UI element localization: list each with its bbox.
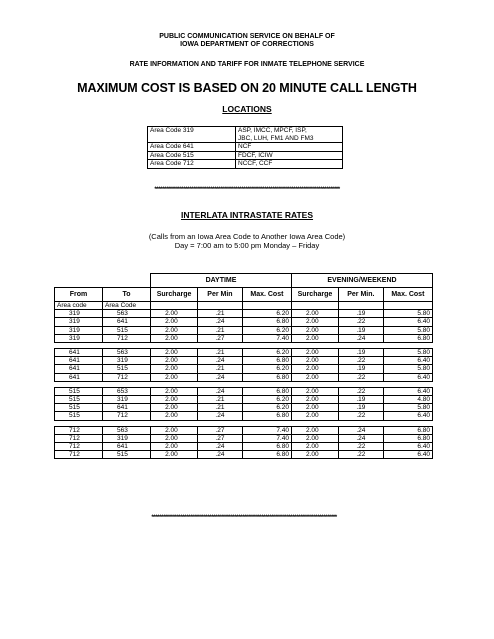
table-cell: 2.00 (151, 310, 198, 318)
rates-daytime-definition: Day = 7:00 am to 5:00 pm Monday – Friday (174, 241, 320, 250)
table-row (55, 451, 433, 459)
table-cell: .27 (198, 334, 243, 342)
table-cell: 6.20 (242, 404, 291, 412)
table-row (55, 365, 433, 373)
table-cell: 712 (55, 443, 103, 451)
table-cell: 641 (103, 318, 151, 326)
table-cell: .22 (338, 443, 383, 451)
area-code-cell: Area Code 641 (148, 143, 236, 152)
table-cell: 6.80 (242, 451, 291, 459)
area-code-cell: Area Code 319 (148, 127, 236, 143)
table-cell: 515 (103, 365, 151, 373)
table-row (55, 326, 433, 334)
table-row (55, 426, 433, 434)
table-cell: 319 (55, 326, 103, 334)
header-line-3: RATE INFORMATION AND TARIFF FOR INMATE TELEPHONE SERVICE (129, 61, 365, 68)
table-cell: .21 (198, 326, 243, 334)
table-cell: .24 (338, 434, 383, 442)
table-cell: 641 (55, 365, 103, 373)
table-cell: 2.00 (291, 396, 338, 404)
facility-cell (236, 143, 343, 152)
table-cell: 2.00 (291, 387, 338, 395)
empty-cell (338, 302, 383, 310)
empty-cell (383, 302, 432, 310)
table-cell: 2.00 (151, 326, 198, 334)
table-cell: .27 (198, 426, 243, 434)
table-cell: .19 (338, 326, 383, 334)
table-cell: 712 (55, 434, 103, 442)
page-title: MAXIMUM COST IS BASED ON 20 MINUTE CALL LENGTH (77, 81, 417, 95)
column-header-row (55, 288, 433, 302)
table-cell: 712 (103, 412, 151, 420)
table-cell: .27 (198, 434, 243, 442)
separator-top: ************************************************************************************************ (154, 186, 340, 193)
table-cell: 712 (103, 373, 151, 381)
rates-heading: INTERLATA INTRASTATE RATES (180, 210, 314, 220)
table-cell: 2.00 (291, 365, 338, 373)
table-cell: 4.80 (383, 396, 432, 404)
table-cell: 6.80 (383, 334, 432, 342)
table-cell: 6.80 (242, 357, 291, 365)
column-header: Surcharge (291, 288, 338, 302)
table-row (55, 443, 433, 451)
column-header: To (103, 288, 151, 302)
table-cell: 2.00 (291, 373, 338, 381)
table-cell: .24 (198, 373, 243, 381)
table-cell: 641 (55, 357, 103, 365)
table-cell: 2.00 (291, 310, 338, 318)
table-cell: 563 (103, 310, 151, 318)
table-cell: 2.00 (151, 349, 198, 357)
table-cell: 2.00 (151, 426, 198, 434)
header-line-2: IOWA DEPARTMENT OF CORRECTIONS (180, 41, 314, 48)
table-cell: 515 (55, 396, 103, 404)
table-cell: 2.00 (151, 396, 198, 404)
table-cell: .19 (338, 404, 383, 412)
table-cell: 6.40 (383, 387, 432, 395)
table-cell: 2.00 (151, 404, 198, 412)
table-cell: 2.00 (291, 426, 338, 434)
location-row (148, 160, 343, 169)
table-cell: .19 (338, 396, 383, 404)
table-cell: 5.80 (383, 404, 432, 412)
table-cell: 6.20 (242, 310, 291, 318)
evening-group-header: EVENING/WEEKEND (291, 274, 432, 288)
table-row (55, 349, 433, 357)
table-cell: 6.40 (383, 357, 432, 365)
table-cell: 319 (55, 334, 103, 342)
table-row (55, 310, 433, 318)
column-header: Per Min (198, 288, 243, 302)
table-cell: 712 (103, 334, 151, 342)
table-cell: 515 (103, 326, 151, 334)
area-code-label: Area code (55, 302, 103, 310)
table-cell: 6.80 (383, 434, 432, 442)
table-cell: 6.20 (242, 349, 291, 357)
table-cell: .24 (198, 387, 243, 395)
table-cell: 2.00 (151, 412, 198, 420)
table-cell: 2.00 (151, 357, 198, 365)
table-cell: 712 (55, 451, 103, 459)
header-line-1: PUBLIC COMMUNICATION SERVICE ON BEHALF OF (159, 33, 335, 40)
table-cell: 641 (103, 443, 151, 451)
table-cell: 2.00 (291, 334, 338, 342)
rates-table (54, 273, 433, 459)
table-cell: 5.80 (383, 365, 432, 373)
table-row (55, 412, 433, 420)
table-cell: 319 (103, 357, 151, 365)
facility-cell (236, 127, 343, 143)
table-cell: .24 (338, 426, 383, 434)
table-cell: 2.00 (151, 443, 198, 451)
location-row (148, 127, 343, 143)
separator-bottom: ************************************************************************************************ (151, 514, 337, 521)
facility-line: NCCF, CCF (238, 160, 273, 168)
location-row (148, 143, 343, 152)
table-cell: 5.80 (383, 310, 432, 318)
table-cell: 6.80 (242, 443, 291, 451)
table-cell: 7.40 (242, 434, 291, 442)
table-cell: .22 (338, 318, 383, 326)
table-cell: 2.00 (291, 443, 338, 451)
table-cell: 2.00 (151, 451, 198, 459)
table-cell: 6.40 (383, 318, 432, 326)
table-cell: .24 (198, 318, 243, 326)
column-header: Surcharge (151, 288, 198, 302)
table-cell: 2.00 (291, 404, 338, 412)
rates-subtitle: (Calls from an Iowa Area Code to Another Iowa Area Code) (148, 232, 346, 241)
table-row (55, 373, 433, 381)
table-cell: 6.80 (383, 426, 432, 434)
table-cell: .21 (198, 404, 243, 412)
empty-cell (291, 302, 338, 310)
table-cell: 2.00 (291, 434, 338, 442)
table-cell: .22 (338, 451, 383, 459)
table-cell: 515 (55, 387, 103, 395)
table-cell: 6.40 (383, 443, 432, 451)
locations-table (147, 126, 343, 169)
table-cell: 563 (103, 426, 151, 434)
table-cell: 319 (103, 396, 151, 404)
table-cell: 641 (55, 373, 103, 381)
table-cell: 6.40 (383, 451, 432, 459)
table-row (55, 387, 433, 395)
table-cell: 6.20 (242, 396, 291, 404)
empty-cell (151, 302, 198, 310)
blank-corner (55, 274, 151, 288)
table-cell: .24 (198, 412, 243, 420)
table-cell: 6.80 (242, 373, 291, 381)
table-cell: 5.80 (383, 326, 432, 334)
table-cell: 2.00 (291, 357, 338, 365)
area-code-label: Area Code (103, 302, 151, 310)
table-cell: 2.00 (291, 326, 338, 334)
table-cell: 2.00 (151, 373, 198, 381)
table-cell: .24 (198, 451, 243, 459)
facility-cell (236, 160, 343, 169)
table-cell: 563 (103, 349, 151, 357)
table-cell: 6.80 (242, 318, 291, 326)
facility-cell (236, 151, 343, 160)
table-cell: 515 (55, 404, 103, 412)
table-cell: 7.40 (242, 334, 291, 342)
table-cell: .21 (198, 396, 243, 404)
table-cell: 2.00 (291, 412, 338, 420)
column-header: Max. Cost (383, 288, 432, 302)
table-cell: 6.80 (242, 412, 291, 420)
table-cell: 319 (55, 310, 103, 318)
empty-cell (242, 302, 291, 310)
table-cell: 6.40 (383, 373, 432, 381)
table-row (55, 357, 433, 365)
locations-heading: LOCATIONS (222, 104, 272, 114)
table-cell: .22 (338, 373, 383, 381)
table-cell: .21 (198, 349, 243, 357)
empty-cell (198, 302, 243, 310)
table-cell: .24 (198, 357, 243, 365)
area-code-cell: Area Code 712 (148, 160, 236, 169)
table-row (55, 318, 433, 326)
table-cell: 6.20 (242, 326, 291, 334)
column-header: Per Min. (338, 288, 383, 302)
table-cell: 641 (103, 404, 151, 412)
table-cell: 2.00 (291, 349, 338, 357)
table-cell: 6.80 (242, 387, 291, 395)
column-header: Max. Cost (242, 288, 291, 302)
table-cell: 515 (55, 412, 103, 420)
table-cell: 2.00 (291, 451, 338, 459)
facility-line: ASP, IMCC, MPCF, ISP, (238, 127, 307, 134)
table-row (55, 334, 433, 342)
facility-line: FDCF, ICIW (238, 151, 273, 159)
daytime-group-header: DAYTIME (151, 274, 292, 288)
table-cell: 653 (103, 387, 151, 395)
table-cell: 2.00 (151, 434, 198, 442)
table-cell: .24 (198, 443, 243, 451)
table-row (55, 434, 433, 442)
table-cell: 5.80 (383, 349, 432, 357)
area-code-cell: Area Code 515 (148, 151, 236, 160)
table-cell: 319 (55, 318, 103, 326)
table-row (55, 404, 433, 412)
table-cell: .21 (198, 365, 243, 373)
table-cell: .19 (338, 365, 383, 373)
table-cell: 6.20 (242, 365, 291, 373)
table-cell: 2.00 (291, 318, 338, 326)
location-row (148, 151, 343, 160)
table-cell: 2.00 (151, 318, 198, 326)
facility-line: NCF (238, 143, 252, 151)
table-row (55, 396, 433, 404)
facility-line: JBC, LUH, FM1 AND FM3 (238, 134, 314, 142)
table-cell: 2.00 (151, 365, 198, 373)
table-cell: 2.00 (151, 387, 198, 395)
table-cell: 6.40 (383, 412, 432, 420)
column-header: From (55, 288, 103, 302)
table-cell: 712 (55, 426, 103, 434)
table-cell: .24 (338, 334, 383, 342)
table-cell: .21 (198, 310, 243, 318)
table-cell: 319 (103, 434, 151, 442)
table-cell: 641 (55, 349, 103, 357)
table-cell: 7.40 (242, 426, 291, 434)
table-cell: 2.00 (151, 334, 198, 342)
table-cell: .22 (338, 387, 383, 395)
area-code-label-row (55, 302, 433, 310)
table-cell: .22 (338, 357, 383, 365)
table-cell: .19 (338, 349, 383, 357)
table-cell: 515 (103, 451, 151, 459)
table-cell: .22 (338, 412, 383, 420)
table-cell: .19 (338, 310, 383, 318)
